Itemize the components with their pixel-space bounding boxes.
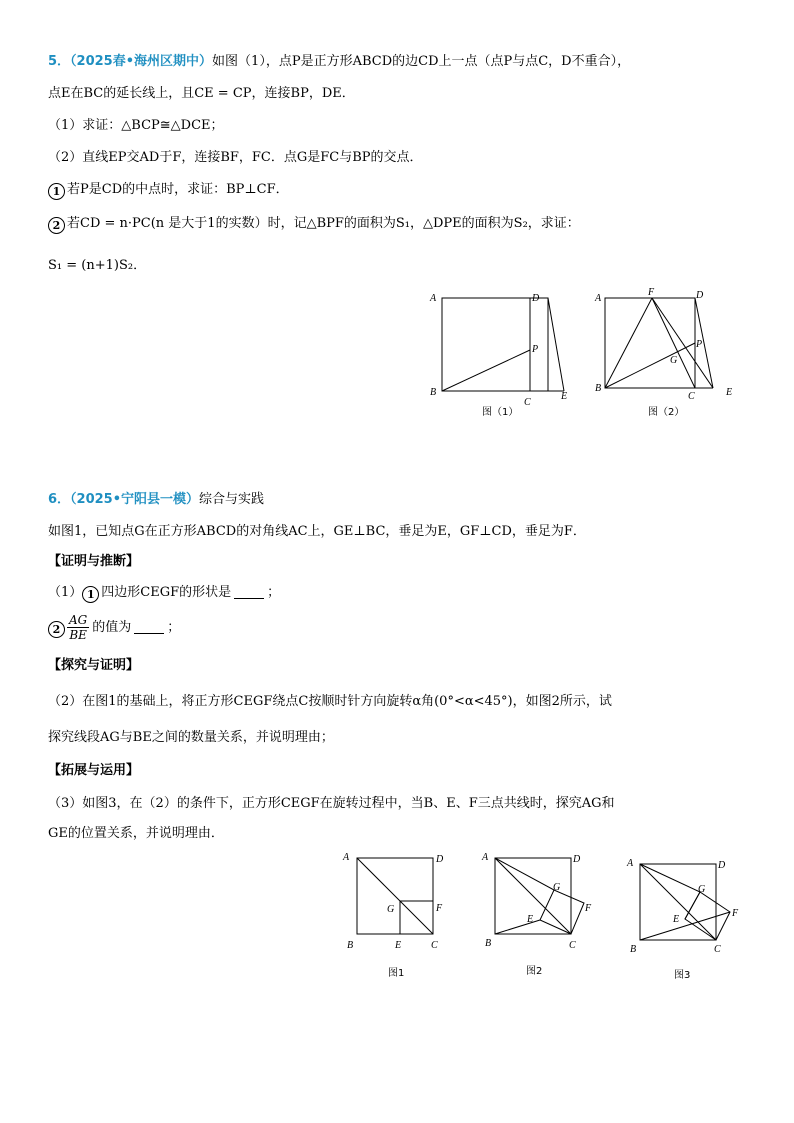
figC-label-A: A [627,858,634,869]
problem6-question3-line2: GE的位置关系，并说明理由． [48,826,224,841]
figA-label-A: A [343,852,350,863]
figC-caption: 图3 [674,970,691,981]
problem6-question2-line1: （2）在图1的基础上，将正方形CEGF绕点C按顺时针方向旋转α角(0°<α<45°)，如图2所示，试 [48,694,612,709]
answer-blank-1[interactable] [234,585,264,599]
figA-label-G: G [387,904,395,915]
problem6-q1-1-end: ； [267,585,281,600]
fig1-label-P: P [532,344,539,355]
problem6-header: 6．（2025•宁阳县一模） [48,492,200,507]
circled-number-2: 2 [48,217,65,234]
problem5-q2-2-text: 若CD = n·PC(n 是大于1的实数）时，记△BPF的面积为S₁，△DPE的面积为S₂，求证： [67,216,580,231]
problem5-question2-part2 [48,214,580,234]
problem5-stem-1: 如图（1），点P是正方形ABCD的边CD上一点（点P与点C，D不重合）， [212,54,631,69]
problem5-formula: S₁ = (n+1)S₂． [48,258,147,273]
figC-label-G: G [698,884,706,895]
problem6-intro: 如图1，已知点G在正方形ABCD的对角线AC上，GE⊥BC，垂足为E，GF⊥CD，垂足为F． [48,524,586,539]
circled-number-1: 1 [82,586,99,603]
fig2-label-C: C [688,391,695,402]
problem6-q1-1-text: 四边形CEGF的形状是 [101,585,232,600]
figure-A [357,858,433,934]
figure-C [640,864,730,940]
figB-label-A: A [482,852,489,863]
fig1-label-B: B [430,387,437,398]
circled-number-1: 1 [48,183,65,200]
problem6-section2: 【探究与证明】 [48,658,140,673]
fig2-label-A: A [595,293,602,304]
figC-label-F: F [732,908,739,919]
problem6-question2-line2: 探究线段AG与BE之间的数量关系，并说明理由； [48,730,334,745]
fig1-label-E: E [561,391,568,402]
problem6-title-line [48,490,264,510]
figA-label-D: D [436,854,444,865]
problem6-question1-part2 [48,612,180,644]
figA-label-B: B [347,940,354,951]
problem5-header: 5．（2025春•海州区期中） [48,54,213,69]
figB-label-D: D [573,854,581,865]
figB-caption: 图2 [526,966,543,977]
figA-label-F: F [436,903,443,914]
figC-label-D: D [718,860,726,871]
fig1-label-A: A [430,293,437,304]
fig2-label-D: D [696,290,704,301]
fig2-label-F: F [648,287,655,298]
problem5-stem-2: 点E在BC的延长线上，且CE = CP，连接BP，DE． [48,86,355,101]
fraction-ag-be [67,613,89,642]
fig2-label-E: E [726,387,733,398]
fig2-label-B: B [595,383,602,394]
fig1-caption: 图（1） [482,407,519,418]
figB-label-E: E [527,914,534,925]
figB-label-G: G [553,882,561,893]
problem5-question2-part1 [48,180,289,200]
problem6-q1-prefix: （1） [48,585,83,600]
figB-label-B: B [485,938,492,949]
figC-label-B: B [630,944,637,955]
figC-label-C: C [714,944,721,955]
figA-caption: 图1 [388,968,405,979]
figB-label-F: F [585,903,592,914]
problem6-question1-part1 [48,583,280,603]
problem5-question2: （2）直线EP交AD于F，连接BF，FC．点G是FC与BP的交点． [48,150,423,165]
problem5-question1: （1）求证：△BCP≅△DCE； [48,118,224,133]
fraction-denominator: BE [69,628,87,642]
problem6-section1: 【证明与推断】 [48,554,140,569]
fig2-label-P: P [696,339,703,350]
problem6-header-tail: 综合与实践 [199,492,265,507]
figA-label-C: C [431,940,438,951]
fig1-label-C: C [524,397,531,408]
problem6-question3-line1: （3）如图3，在（2）的条件下，正方形CEGF在旋转过程中，当B、E、F三点共线时，探究AG和 [48,796,615,811]
problem6-figures [340,848,760,988]
problem6-q1-2-end: ； [167,620,181,635]
figure-1 [442,298,564,391]
problem5-line1 [48,52,630,72]
problem5-figures [420,285,750,425]
figB-label-C: C [569,940,576,951]
problem5-q2-1-text: 若P是CD的中点时，求证：BP⊥CF． [67,182,289,197]
answer-blank-2[interactable] [134,620,164,634]
fig2-caption: 图（2） [648,407,685,418]
problem6-q1-2-text: 的值为 [92,620,132,635]
fig1-label-D: D [532,293,540,304]
figC-label-E: E [673,914,680,925]
fraction-numerator: AG [69,613,88,627]
circled-number-2: 2 [48,621,65,638]
problem6-section3: 【拓展与运用】 [48,763,140,778]
figA-label-E: E [395,940,402,951]
fig2-label-G: G [670,355,678,366]
figure-B [495,858,584,934]
